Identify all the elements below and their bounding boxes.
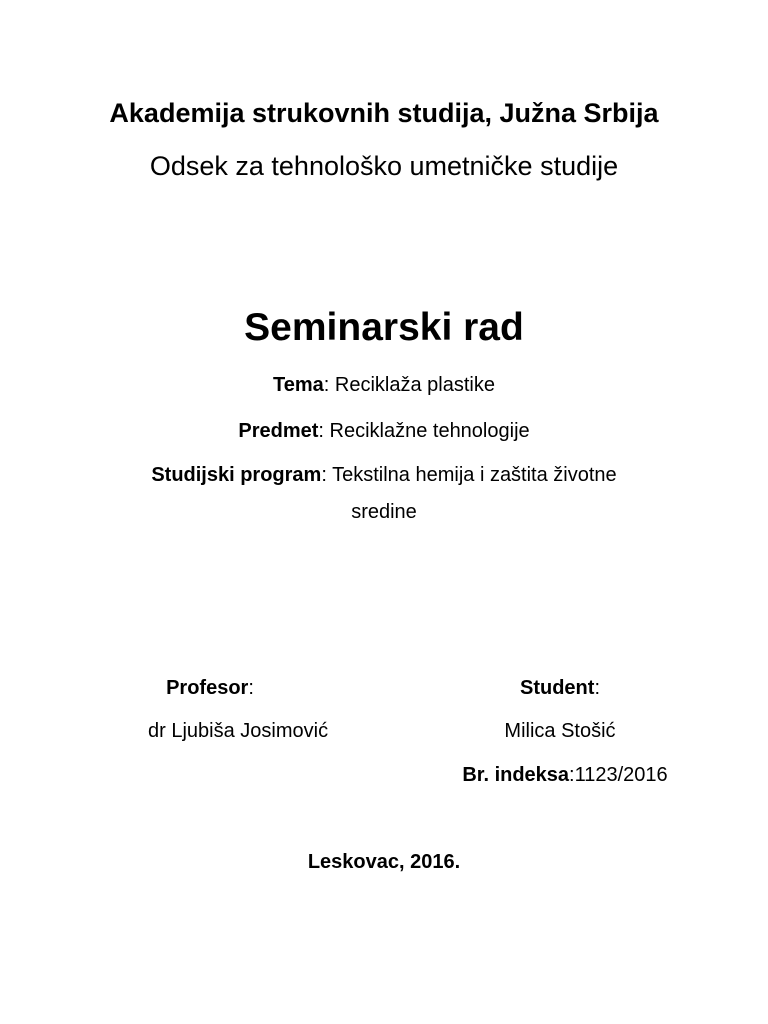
institution-name: Akademija strukovnih studija, Južna Srbija [109,98,659,128]
professor-label-line [110,677,310,700]
student-index-line [400,764,730,787]
professor-name: dr Ljubiša Josimović [148,720,329,742]
department-name: Odsek za tehnološko umetničke studije [149,151,619,181]
student-name: Milica Stošić [504,720,616,742]
study-program-line [0,464,768,487]
place-and-date: Leskovac, 2016. [307,851,461,873]
topic-line [0,374,768,397]
subject-line [0,420,768,443]
subject-value: : Reciklažne tehnologije [318,420,530,442]
study-program-label: Studijski program [151,464,322,486]
student-index-label: Br. indeksa [462,764,570,786]
subject-label: Predmet [238,420,319,442]
student-index-value: :1123/2016 [569,764,668,786]
professor-label: Profesor [166,677,249,699]
student-colon: : [594,677,600,699]
document-title: Seminarski rad [244,306,524,349]
professor-colon: : [248,677,254,699]
study-program-value: : Tekstilna hemija i zaštita životne [321,464,617,486]
student-label: Student [520,677,595,699]
topic-label: Tema [273,374,324,396]
student-label-line [460,677,660,700]
study-program-continuation: sredine [351,501,417,523]
topic-value: : Reciklaža plastike [323,374,495,396]
